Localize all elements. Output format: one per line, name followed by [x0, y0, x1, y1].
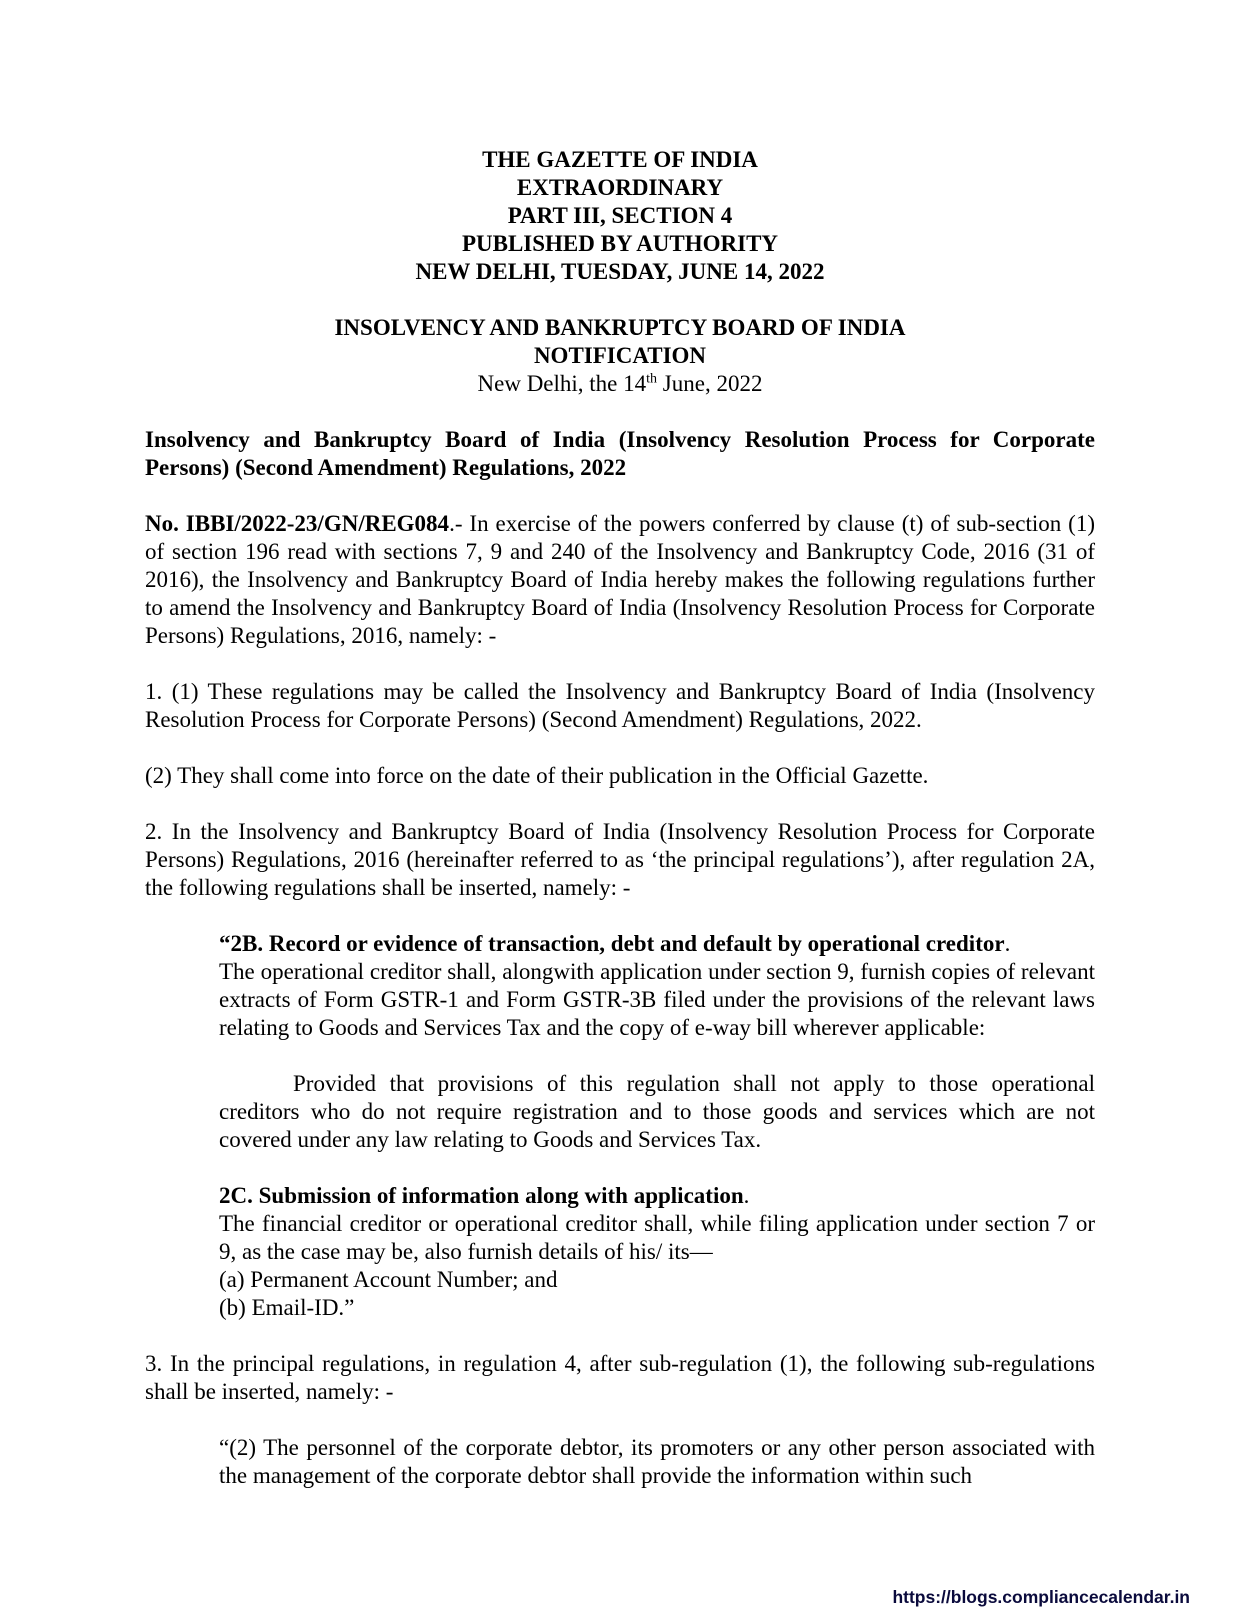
- regulation-2c-item-b: (b) Email-ID.”: [219, 1295, 355, 1320]
- inserted-regulation-2c: [219, 1182, 1095, 1322]
- regulation-2c-text: The financial creditor or operational creditor shall, while filing application under section 7 or 9, as the case may be, also furnish details of his/ its—: [219, 1211, 1095, 1264]
- paragraph-regulation-1-1: 1. (1) These regulations may be called the Insolvency and Bankruptcy Board of India (Insolvency Resolution Process for Corporate Persons) (Second Amendment) Regulations, 2022.: [145, 679, 1095, 732]
- notification-label: NOTIFICATION: [533, 343, 707, 368]
- issuing-org-name: INSOLVENCY AND BANKRUPTCY BOARD OF INDIA: [334, 315, 906, 340]
- notification-number: No. IBBI/2022-23/GN/REG084: [145, 511, 450, 536]
- regulation-title: Insolvency and Bankruptcy Board of India (Insolvency Resolution Process for Corporate Persons) (Second Amendment) Regulations, 2022: [145, 427, 1095, 480]
- regulation-2c-heading: [219, 1182, 1095, 1210]
- notification-number-body: .- In exercise of the powers conferred by clause (t) of sub-section (1) of section 196 read with sections 7, 9 and 240 of the Insolvency and Bankruptcy Code, 2016 (31 of 2016), the Insolvency and Bankruptcy Board of India hereby makes the following regulations further to amend the Insolvency and Bankruptcy Board of India (Insolvency Resolution Process for Corporate Persons) Regulations, 2016, namely: -: [145, 511, 1095, 648]
- footer-watermark-link[interactable]: https://blogs.compliancecalendar.in: [892, 1587, 1190, 1607]
- masthead-line-authority: PUBLISHED BY AUTHORITY: [461, 231, 779, 256]
- masthead-line-extraordinary: EXTRAORDINARY: [516, 175, 724, 200]
- regulation-2b-text: The operational creditor shall, alongwith application under section 9, furnish copies of relevant extracts of Form GSTR-1 and Form GSTR-3B filed under the provisions of the relevant laws relating to Goods and Services Tax and the copy of e-way bill wherever applicable:: [219, 959, 1095, 1040]
- regulation-2b-heading-tail: .: [1004, 931, 1011, 956]
- dateline-post: June, 2022: [657, 371, 763, 396]
- masthead-line-part-section: PART III, SECTION 4: [507, 203, 733, 228]
- inserted-sub-regulation-4-2: “(2) The personnel of the corporate debtor, its promoters or any other person associated with the management of the corporate debtor shall provide the information within such: [219, 1435, 1095, 1488]
- regulation-2c-heading-tail: .: [743, 1183, 750, 1208]
- inserted-regulation-2b: [219, 930, 1095, 1042]
- notification-header: [145, 314, 1095, 398]
- regulation-2c-item-a: (a) Permanent Account Number; and: [219, 1267, 558, 1292]
- masthead: [145, 146, 1095, 286]
- dateline-ordinal-suffix: th: [646, 371, 658, 387]
- paragraph-regulation-3: 3. In the principal regulations, in regulation 4, after sub-regulation (1), the following sub-regulations shall be inserted, namely: -: [145, 1351, 1095, 1404]
- paragraph-notification-number: [145, 510, 1095, 650]
- paragraph-regulation-2: 2. In the Insolvency and Bankruptcy Board of India (Insolvency Resolution Process for Corporate Persons) Regulations, 2016 (hereinafter referred to as ‘the principal regulations’), after regulation 2A, the following regulations shall be inserted, namely: -: [145, 819, 1095, 900]
- regulation-2c-heading-bold: 2C. Submission of information along with application: [219, 1183, 744, 1208]
- regulation-2b-heading: [219, 930, 1095, 958]
- masthead-line-gazette: THE GAZETTE OF INDIA: [482, 147, 758, 172]
- dateline: [145, 370, 1095, 398]
- paragraph-regulation-1-2: (2) They shall come into force on the date of their publication in the Official Gazette.: [145, 763, 929, 788]
- dateline-pre: New Delhi, the 14: [477, 371, 647, 396]
- regulation-2b-proviso: Provided that provisions of this regulation shall not apply to those operational creditors who do not require registration and to those goods and services which are not covered under any law relating to Goods and Services Tax.: [219, 1071, 1095, 1152]
- regulation-2b-heading-bold: “2B. Record or evidence of transaction, debt and default by operational creditor: [219, 931, 1005, 956]
- masthead-line-place-date: NEW DELHI, TUESDAY, JUNE 14, 2022: [415, 259, 825, 284]
